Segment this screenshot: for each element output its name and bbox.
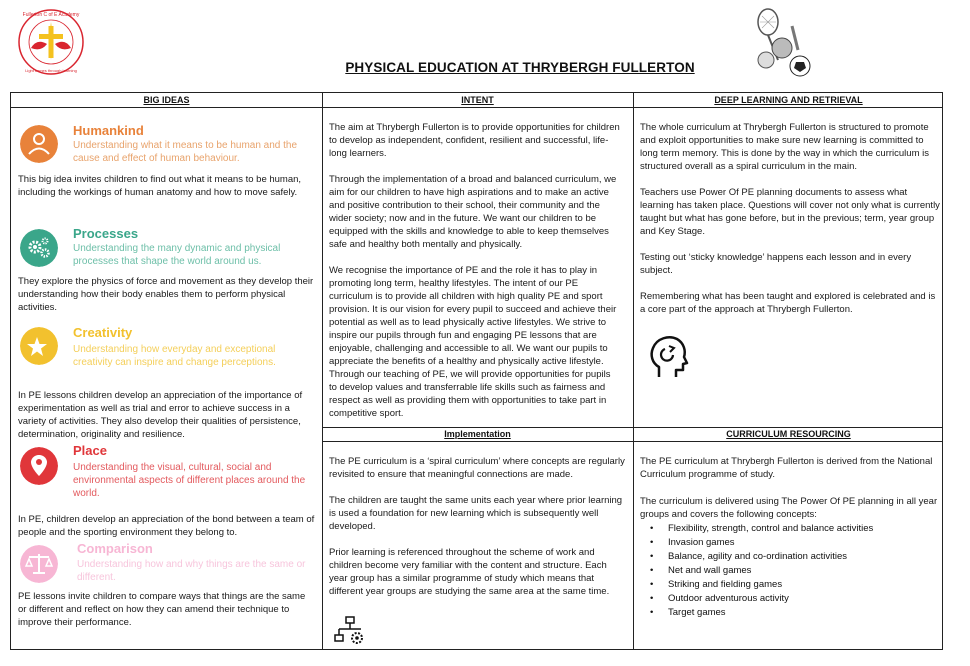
column-divider (633, 93, 634, 649)
logo-arc-bottom: Light comes through learning (25, 68, 77, 73)
deep-learning-text (640, 121, 940, 329)
column-divider (322, 93, 323, 649)
pe-overview-table (10, 92, 943, 650)
implementation-paragraph: Prior learning is referenced throughout the scheme of work and children become very familiar with the content and structure. Each year group has a similar programme of study which means that different year groups are studying the same area at the same time. (329, 547, 610, 597)
humankind-person-icon (20, 125, 58, 163)
implementation-text (329, 455, 625, 611)
big-ideas-header: BIG IDEAS (143, 95, 190, 105)
list-item: • Net and wall games (640, 564, 940, 578)
deep-learning-header: DEEP LEARNING AND RETRIEVAL (714, 95, 863, 105)
list-item: • Target games (640, 606, 940, 620)
brain-head-icon (647, 333, 689, 379)
creativity-subtitle: Understanding how everyday and exceptional creativity can inspire and change perceptions. (73, 344, 276, 368)
processes-title: Processes (73, 226, 139, 241)
intent-paragraph: We recognise the importance of PE and the role it has to play in promoting long term, healthy lifestyles. The intent of our PE curriculum is to provide all children with high quality PE and sport provision. It is our vision for every pupil to succeed and achieve their potential as well as to lead physically active lifestyles. We strive to inspire our pupils through fun and engaging PE lessons that are enjoyable, challenging and accessible to all. We want our pupils to appreciate the benefits of a healthy and physically active lifestyle. Through our teaching of PE, we will provide opportunities for pupils to develop values and transferrable life skills such as fairness and respect as well as providing them with opportunities to take part in competitive sport. (329, 265, 617, 419)
creativity-body: In PE lessons children develop an appreciation of the importance of experimentation as well as trial and error to achieve success in a variety of activities. They also develop their qualities of persistence, determination, originality and resilience. (18, 390, 303, 440)
deep-learning-paragraph: The whole curriculum at Thrybergh Fullerton is structured to promote and exploit opportunities to make sure new learning is committed to long term memory. This is done by the way in which the curriculum is structured overall as a spiral curriculum in the main. (640, 122, 929, 172)
deep-learning-paragraph: Teachers use Power Of PE planning documents to assess what learning has taken place. Questions will cover not only what is currently taught but what has gone before, but in the previous; term, year group and Key Stage. (640, 187, 940, 237)
intent-paragraph: The aim at Thrybergh Fullerton is to provide opportunities for children to develop as independent, confident, resilient and successful, life-long learners. (329, 122, 620, 159)
deep-learning-paragraph: Remembering what has been taught and explored is celebrated and is a core part of the approach at Thrybergh Fullerton. (640, 291, 936, 315)
resourcing-intro: The PE curriculum at Thrybergh Fullerton is derived from the National Curriculum programme of study. (640, 456, 933, 480)
intent-text (329, 121, 621, 433)
list-item: • Invasion games (640, 536, 940, 550)
processes-gears-icon (20, 229, 58, 267)
place-subtitle: Understanding the visual, cultural, social and environmental aspects of different places around the world. (73, 462, 306, 499)
processes-body: They explore the physics of force and movement as they develop their understanding how their body enables them to perform physical activities. (18, 276, 314, 313)
comparison-subtitle: Understanding how and why things are the same or different. (77, 559, 306, 583)
creativity-star-icon (20, 327, 58, 365)
place-body: In PE, children develop an appreciation of the bond between a team of people and the sporting environment they belong to. (18, 514, 315, 538)
humankind-body: This big idea invites children to find out what it means to be human, including the workings of human anatomy and how to move safely. (18, 174, 302, 198)
process-flow-icon (333, 615, 367, 645)
header-divider (11, 107, 942, 108)
section-header-divider (322, 441, 942, 442)
humankind-title: Humankind (73, 123, 144, 138)
implementation-paragraph: The PE curriculum is a ‘spiral curriculum’ where concepts are regularly revisited to ensure that meaningful connections are made. (329, 456, 625, 480)
deep-learning-paragraph: Testing out ‘sticky knowledge’ happens each lesson and in every subject. (640, 252, 912, 276)
intent-header: INTENT (461, 95, 494, 105)
comparison-title: Comparison (77, 541, 153, 556)
comparison-body: PE lessons invite children to compare ways that things are the same or different and reflect on how they can amend their technique to improve their performance. (18, 591, 306, 628)
comparison-scales-icon (20, 545, 58, 583)
creativity-title: Creativity (73, 325, 133, 340)
list-item: • Outdoor adventurous activity (640, 592, 940, 606)
list-item: • Flexibility, strength, control and balance activities (640, 522, 940, 536)
place-map-pin-icon (20, 447, 58, 485)
implementation-paragraph: The children are taught the same units each year where prior learning is used a foundation for new learning which is subsequently well developed. (329, 495, 623, 532)
concepts-list (640, 522, 940, 620)
logo-arc-top: Fullerton C of E Academy (22, 12, 80, 18)
page-title: PHYSICAL EDUCATION AT THRYBERGH FULLERTON (345, 60, 695, 75)
place-title: Place (73, 443, 107, 458)
list-item: • Striking and fielding games (640, 578, 940, 592)
resourcing-header: CURRICULUM RESOURCING (726, 429, 851, 439)
resourcing-lead: The curriculum is delivered using The Power Of PE planning in all year groups and covers the following concepts: (640, 496, 938, 520)
humankind-subtitle: Understanding what it means to be human and the cause and effect of human behaviour. (73, 140, 298, 164)
list-item: • Balance, agility and co-ordination activities (640, 550, 940, 564)
intent-paragraph: Through the implementation of a broad and balanced curriculum, we aim for our children to have high aspirations and to make an active and positive contribution to their school, their community and the wider society; now and in the future. We want our children to be equipped with the skills and knowledge to able to keep themselves safe and healthy both mentally and physically. (329, 174, 617, 250)
implementation-header: Implementation (444, 429, 511, 439)
processes-subtitle: Understanding the many dynamic and physical processes that shape the world around us. (73, 243, 281, 267)
